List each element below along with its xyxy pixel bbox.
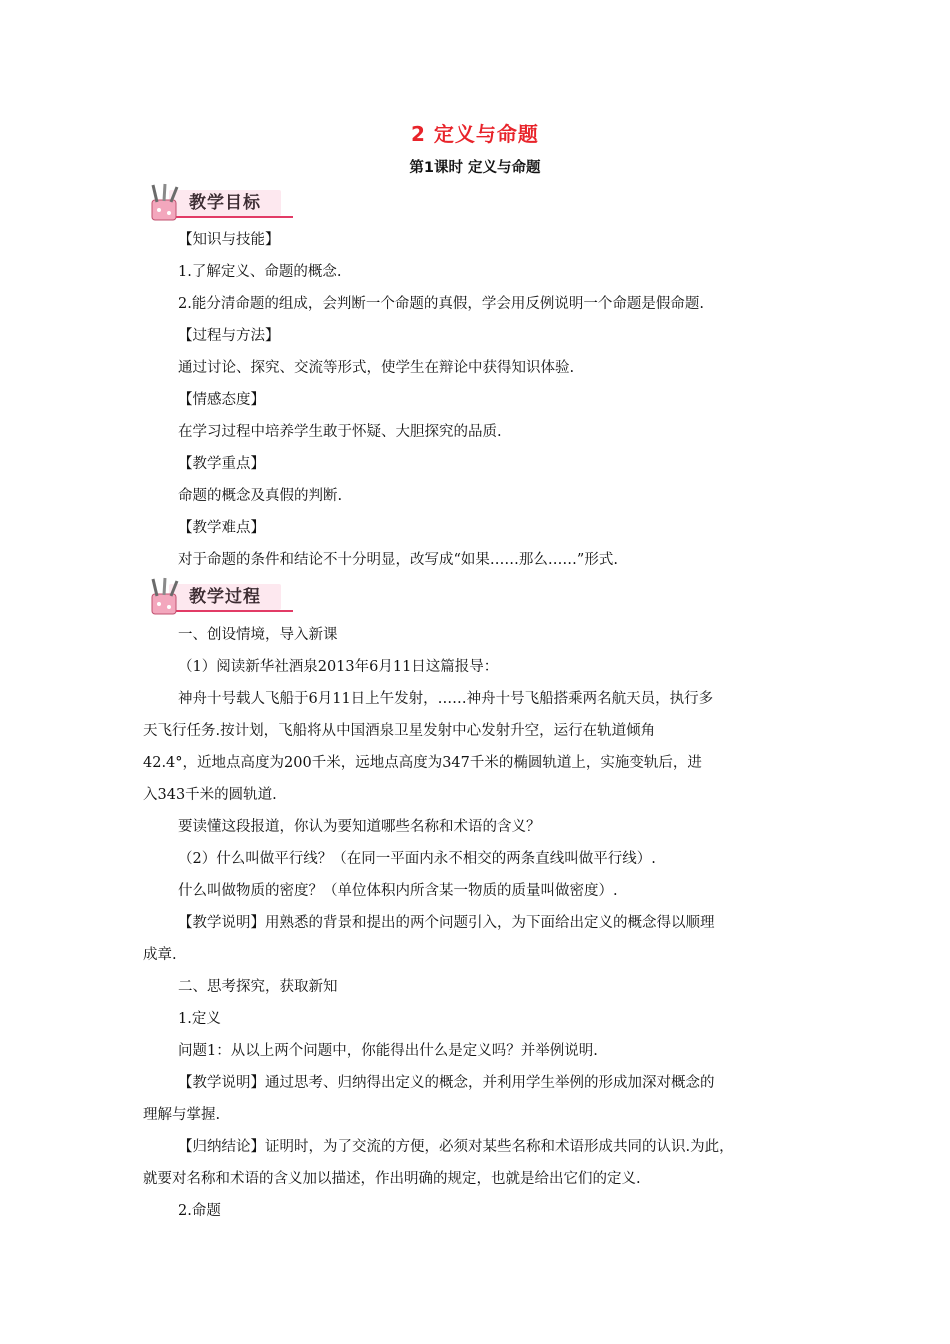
process-line: 就要对名称和术语的含义加以描述，作出明确的规定，也就是给出它们的定义. [143,1171,641,1187]
process-line: （2）什么叫做平行线？（在同一平面内永不相交的两条直线叫做平行线）. [178,851,656,867]
pencil-cup-icon [143,576,189,620]
process-line: 42.4°，近地点高度为200千米，远地点高度为347千米的椭圆轨道上，实施变轨后，进 [143,755,702,771]
process-line: 要读懂这段报道，你认为要知道哪些名称和术语的含义？ [178,819,541,835]
process-line: 天飞行任务.按计划，飞船将从中国酒泉卫星发射中心发射升空，运行在轨道倾角 [143,723,656,739]
pencil-cup-icon [143,182,189,226]
goal-line: 通过讨论、探究、交流等形式，使学生在辩论中获得知识体验. [178,360,575,376]
process-line: 【归纳结论】证明时，为了交流的方便，必须对某些名称和术语形成共同的认识.为此， [178,1139,734,1155]
process-line: 问题1：从以上两个问题中，你能得出什么是定义吗？并举例说明. [178,1043,598,1059]
process-line: 【教学说明】用熟悉的背景和提出的两个问题引入，为下面给出定义的概念得以顺理 [178,915,715,931]
goal-line: 2.能分清命题的组成，会判断一个命题的真假，学会用反例说明一个命题是假命题. [178,296,704,312]
process-line: 二、思考探究，获取新知 [178,979,338,995]
process-line: 成章. [143,947,177,963]
section-title-goals: 教学目标 [189,193,261,213]
lesson-title: 2 定义与命题 [411,122,539,146]
process-line: 什么叫做物质的密度？（单位体积内所含某一物质的质量叫做密度）. [178,883,618,899]
process-line: 神舟十号载人飞船于6月11日上午发射，……神舟十号飞船搭乘两名航天员，执行多 [178,691,714,707]
process-line: 理解与掌握. [143,1107,221,1123]
goal-line: 命题的概念及真假的判断. [178,488,343,504]
goal-line: 【教学重点】 [178,456,265,472]
goal-line: 【知识与技能】 [178,232,280,248]
section-banner-goals [143,182,293,226]
process-line: 入343千米的圆轨道. [143,787,277,803]
section-banner-process [143,576,293,620]
goal-line: 在学习过程中培养学生敢于怀疑、大胆探究的品质. [178,424,502,440]
section-title-process: 教学过程 [189,587,261,607]
goal-line: 【教学难点】 [178,520,265,536]
process-line: 2.命题 [178,1203,221,1219]
goal-line: 【过程与方法】 [178,328,280,344]
process-line: 1.定义 [178,1011,221,1027]
process-line: （1）阅读新华社酒泉2013年6月11日这篇报导： [178,659,499,675]
goal-line: 1.了解定义、命题的概念. [178,264,342,280]
process-line: 一、创设情境，导入新课 [178,627,338,643]
lesson-subtitle: 第1课时 定义与命题 [409,160,541,176]
goal-line: 【情感态度】 [178,392,265,408]
goal-line: 对于命题的条件和结论不十分明显，改写成“如果……那么……”形式. [178,552,618,568]
process-line: 【教学说明】通过思考、归纳得出定义的概念，并利用学生举例的形成加深对概念的 [178,1075,715,1091]
